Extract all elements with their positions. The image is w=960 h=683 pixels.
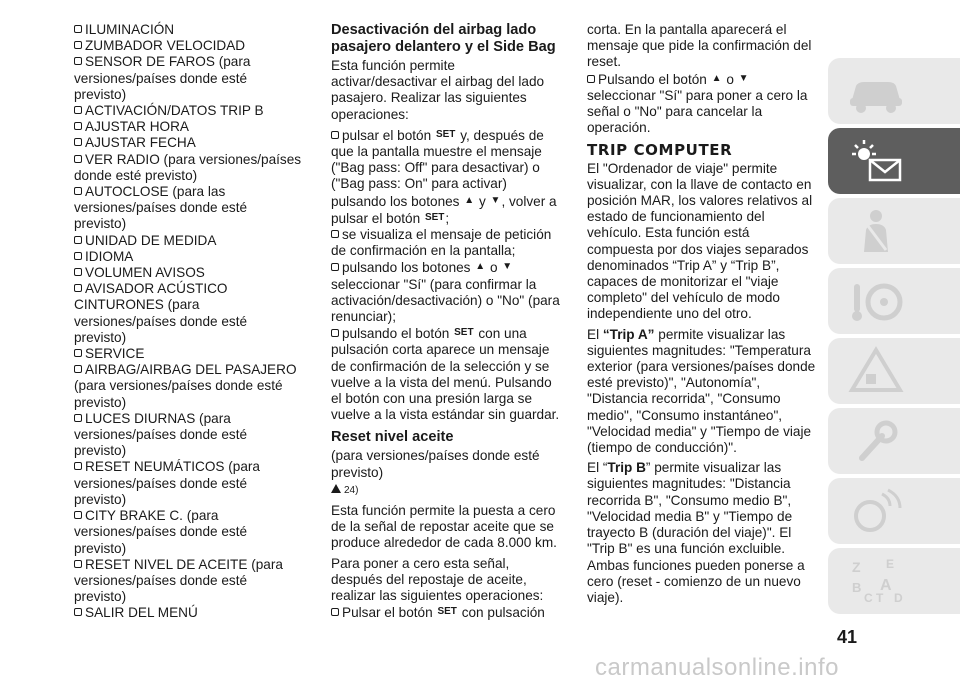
list-item [74, 508, 302, 557]
list-item [74, 103, 302, 119]
set-button-icon: SET [454, 327, 474, 339]
list-item [74, 605, 302, 621]
checkbox-bullet-icon [74, 349, 82, 357]
list-item [74, 362, 302, 411]
text: pulsar el botón [342, 127, 432, 143]
text: , volver a pulsar el botón [331, 193, 557, 226]
list-item-text: LUCES DIURNAS (para versiones/países donde esté previsto) [74, 410, 248, 459]
list-item-text: ACTIVACIÓN/DATOS TRIP B [85, 103, 264, 119]
paragraph: Esta función permite activar/desactivar el airbag del lado pasajero. Realizar las siguientes operaciones: [331, 58, 545, 122]
list-item-text: AUTOCLOSE (para las versiones/países donde esté previsto) [74, 184, 248, 232]
trip-b-label: Trip B [607, 460, 646, 476]
tab-maintenance[interactable] [828, 408, 960, 474]
text: o [489, 260, 498, 276]
checkbox-bullet-icon [74, 138, 82, 146]
text: y, después de que la pantalla muestre el mensaje ("Bag pass: Off" para desactivar) o ("Bag pass: On" para activar) pulsando los botones [331, 127, 544, 209]
tab-multimedia[interactable] [828, 478, 960, 544]
list-item [587, 71, 819, 137]
airbag-section [331, 22, 563, 622]
down-arrow-button-icon: ▼ [490, 194, 501, 206]
checkbox-bullet-icon [74, 284, 82, 292]
index-letter: B [852, 580, 862, 595]
checkbox-bullet-icon [331, 230, 339, 238]
set-button-icon: SET [424, 211, 445, 223]
text: seleccionar "Sí" (para confirmar la activación/desactivación) o "No" (para renunciar); [331, 276, 560, 325]
checkbox-bullet-icon [74, 25, 82, 33]
list-item [331, 227, 563, 259]
list-item-text: AJUSTAR FECHA [85, 135, 196, 151]
car-icon [846, 66, 906, 116]
reference-number: 24) [344, 484, 359, 496]
list-item-text: ZUMBADOR VELOCIDAD [85, 38, 246, 54]
paragraph [587, 460, 819, 606]
list-item [331, 127, 563, 227]
list-item [74, 281, 302, 346]
alphabet-index-icon [846, 556, 906, 606]
tab-car-overview[interactable] [828, 58, 960, 124]
text: El “ [587, 460, 608, 476]
seatbelt-icon [846, 206, 906, 256]
text: con una pulsación corta aparece un mensaje de confirmación de la selección y se vuelve a la vista del menú. Pulsando el botón con una presión larga se vuelve a la vista estándar sin guardar. [331, 326, 560, 423]
down-arrow-button-icon: ▼ [502, 261, 513, 273]
index-letter: Z [852, 559, 861, 575]
section-heading-trip-computer: TRIP COMPUTER [587, 141, 733, 160]
watermark: carmanualsonline.info [595, 654, 839, 681]
checkbox-bullet-icon [74, 155, 82, 163]
tab-safety[interactable] [828, 198, 960, 264]
checkbox-bullet-icon [74, 252, 82, 260]
checkbox-bullet-icon [74, 414, 82, 422]
checkbox-bullet-icon [331, 131, 339, 139]
index-letter: T [876, 591, 884, 605]
text: pulsando el botón [342, 326, 450, 342]
checkbox-bullet-icon [74, 122, 82, 130]
list-item-text: ILUMINACIÓN [85, 22, 175, 37]
checkbox-bullet-icon [74, 236, 82, 244]
list-item-text: AVISADOR ACÚSTICO CINTURONES (para versiones/países donde esté previsto) [74, 281, 248, 345]
index-letter: D [894, 591, 903, 605]
text: Pulsar el botón [342, 605, 433, 621]
warning-reference [331, 483, 563, 499]
section-heading-airbag: Desactivación del airbag lado pasajero delantero y el Side Bag [331, 22, 556, 55]
set-button-icon: SET [435, 128, 456, 140]
trip-computer-section [587, 22, 819, 606]
list-item-text: RESET NIVEL DE ACEITE (para versiones/países donde esté previsto) [74, 556, 283, 605]
list-item [74, 249, 302, 265]
trip-a-label: “Trip A” [602, 326, 655, 342]
index-letter: A [880, 577, 892, 594]
checkbox-bullet-icon [587, 75, 595, 83]
list-item [74, 184, 302, 233]
index-letter: C [864, 591, 873, 605]
list-item [74, 459, 302, 508]
up-arrow-button-icon: ▲ [475, 261, 486, 273]
list-item-text: RESET NEUMÁTICOS (para versiones/países donde esté previsto) [74, 459, 260, 507]
chapter-tabs [828, 58, 960, 618]
checkbox-bullet-icon [74, 57, 82, 65]
list-item [74, 38, 302, 54]
checkbox-bullet-icon [74, 560, 82, 568]
list-item [74, 411, 302, 460]
text: Pulsando el botón [598, 71, 707, 87]
warning-light-message-icon [846, 136, 906, 186]
list-item [331, 604, 563, 621]
list-item [74, 265, 302, 281]
list-item-text: SENSOR DE FAROS (para versiones/países donde esté previsto) [74, 54, 251, 102]
checkbox-bullet-icon [74, 365, 82, 373]
menu-list [74, 22, 302, 622]
list-item [74, 119, 302, 135]
list-item [331, 259, 563, 325]
list-item [74, 233, 302, 249]
checkbox-bullet-icon [74, 106, 82, 114]
list-item-text: VER RADIO (para versiones/países donde esté previsto) [74, 151, 302, 183]
text: ” permite visualizar las siguientes magnitudes: "Distancia recorrida B", "Consumo medio B", "Velocidad media B" y "Tiempo de trayecto B (duración del viaje)". El "Trip B" es una función excluible. Ambas funciones pueden ponerse a cero (reset - comienzo de un nuevo viaje). [587, 460, 805, 605]
text: permite visualizar las siguientes magnitudes: "Temperatura exterior (para versiones/países donde esté previsto)", "Autonomía", "Distancia recorrida", "Consumo medio", "Consumo instantáneo", "Velocidad media" y "Tiempo de viaje (tiempo de conducción)". [587, 326, 816, 456]
text: o [726, 71, 734, 87]
down-arrow-button-icon: ▼ [738, 72, 749, 84]
tab-index[interactable] [828, 548, 960, 614]
text: y [478, 193, 486, 209]
text: ; [445, 210, 450, 226]
subheading: (para versiones/países donde esté previsto) [331, 448, 540, 480]
text: se visualiza el mensaje de petición de confirmación en la pantalla; [331, 227, 552, 259]
list-item-text: CITY BRAKE C. (para versiones/países donde esté previsto) [74, 508, 248, 556]
paragraph: El "Ordenador de viaje" permite visualizar, con la llave de contacto en posición MAR, los valores relativos al estado de funcionamiento del vehículo. Esta función está compuesta por dos viajes separados denominados “Trip A” y “Trip B”, capaces de monitorizar el "viaje completo" del vehículo de modo independiente uno del otro. [587, 160, 813, 322]
list-item [74, 557, 302, 606]
index-letter: E [886, 557, 895, 571]
paragraph [587, 327, 819, 457]
list-item-text: UNIDAD DE MEDIDA [85, 232, 217, 248]
tab-emergency[interactable] [828, 338, 960, 404]
paragraph: Para poner a cero esta señal, después del repostaje de aceite, realizar las siguientes operaciones: [331, 555, 544, 604]
checkbox-bullet-icon [331, 329, 339, 337]
list-item-text: SERVICE [85, 346, 145, 362]
checkbox-bullet-icon [74, 187, 82, 195]
list-item [74, 54, 302, 103]
wrench-icon [846, 416, 906, 466]
text: pulsando los botones [342, 260, 471, 276]
list-item [74, 346, 302, 362]
list-item [74, 135, 302, 151]
paragraph: Esta función permite la puesta a cero de la señal de repostar aceite que se produce alrededor de cada 8.000 km. [331, 503, 557, 551]
text: con pulsación [461, 605, 545, 621]
warning-icon [331, 484, 341, 493]
paragraph: corta. En la pantalla aparecerá el mensaje que pide la confirmación del reset. [587, 22, 812, 70]
list-item [74, 22, 302, 38]
checkbox-bullet-icon [74, 608, 82, 616]
checkbox-bullet-icon [74, 462, 82, 470]
text: El [587, 326, 600, 342]
text: seleccionar "Sí" para poner a cero la señal o "No" para cancelar la operación. [587, 87, 808, 136]
list-item-text: AJUSTAR HORA [85, 119, 189, 135]
checkbox-bullet-icon [74, 41, 82, 49]
checkbox-bullet-icon [74, 268, 82, 276]
checkbox-bullet-icon [331, 608, 339, 616]
tab-instrument-panel[interactable] [828, 128, 960, 194]
up-arrow-button-icon: ▲ [464, 194, 475, 206]
multimedia-icon [846, 486, 906, 536]
warning-triangle-icon [846, 346, 906, 396]
up-arrow-button-icon: ▲ [711, 72, 722, 84]
set-button-icon: SET [437, 606, 457, 618]
section-heading-oil: Reset nivel aceite [331, 429, 454, 446]
key-steering-icon [846, 276, 906, 326]
list-item-text: AIRBAG/AIRBAG DEL PASAJERO (para versiones/países donde esté previsto) [74, 362, 297, 410]
list-item [74, 152, 302, 184]
list-item-text: IDIOMA [85, 248, 134, 264]
list-item [331, 325, 563, 423]
page-number: 41 [837, 627, 858, 647]
checkbox-bullet-icon [74, 511, 82, 519]
checkbox-bullet-icon [331, 263, 339, 271]
tab-starting-driving[interactable] [828, 268, 960, 334]
list-item-text: VOLUMEN AVISOS [85, 265, 205, 281]
list-item-text: SALIR DEL MENÚ [85, 605, 198, 621]
